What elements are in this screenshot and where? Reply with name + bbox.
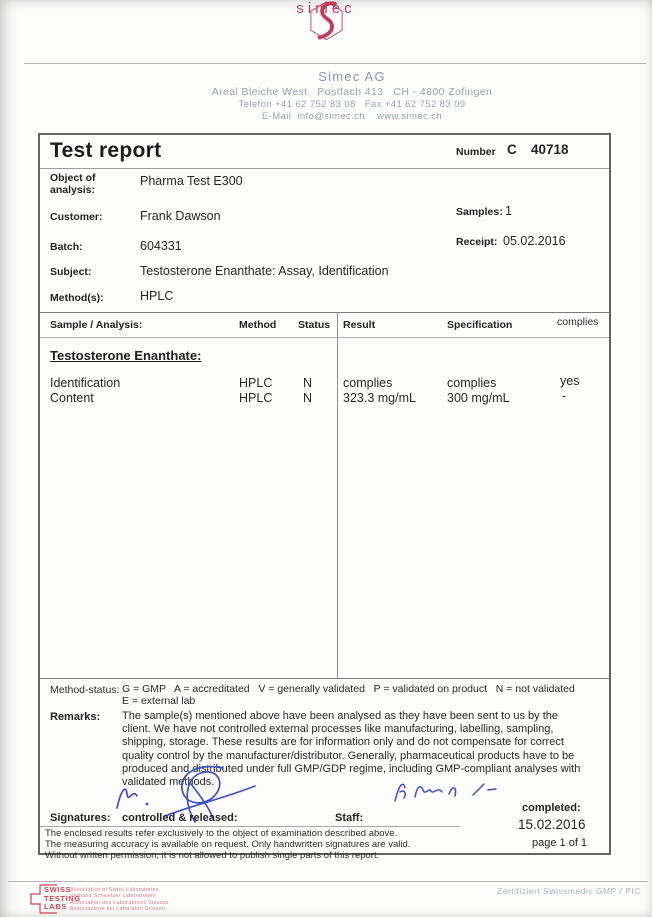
row2-result: 323.3 mg/mL bbox=[343, 391, 416, 405]
row1-status: N bbox=[303, 376, 313, 390]
report-number-label: Number bbox=[456, 146, 496, 158]
labs-word-line1: SWISS bbox=[44, 885, 72, 894]
table-header-underline bbox=[40, 337, 609, 338]
col-header-specification: Specification bbox=[447, 319, 513, 331]
company-phone-fax: Telefon +41 62 752 83 08 Fax +41 62 752 83 09 bbox=[238, 99, 466, 110]
field-value-methods: HPLC bbox=[140, 289, 174, 303]
field-label-samples: Samples: bbox=[456, 206, 503, 218]
row2-specification: 300 mg/mL bbox=[447, 391, 510, 405]
association-line-4: Associazione dei Laboratori Svizzeri bbox=[70, 906, 166, 913]
method-status-label: Method-status: bbox=[50, 684, 120, 696]
company-address: Areal Bleiche West Postfach 413 CH - 4800 Zofingen bbox=[211, 86, 493, 98]
disclaimer-line-1: The enclosed results refer exclusively to the object of examination described above. bbox=[45, 828, 398, 839]
field-value-customer: Frank Dawson bbox=[140, 209, 221, 223]
report-title: Test report bbox=[50, 139, 162, 162]
association-list bbox=[70, 887, 169, 913]
row1-specification: complies bbox=[447, 376, 497, 390]
field-value-samples: 1 bbox=[505, 204, 512, 218]
field-value-object: Pharma Test E300 bbox=[140, 174, 243, 188]
field-label-methods: Method(s): bbox=[50, 292, 104, 304]
col-header-sample: Sample / Analysis: bbox=[50, 319, 143, 331]
method-status-line2: E = external lab bbox=[122, 695, 196, 707]
company-name: Simec AG bbox=[318, 69, 386, 84]
field-label-receipt: Receipt: bbox=[456, 236, 498, 248]
completed-label: completed: bbox=[522, 802, 581, 814]
table-bottom-divider bbox=[40, 678, 609, 679]
disclaimer-line-3: Without written permission, it is not allowed to publish single parts of this report. bbox=[45, 850, 380, 861]
col-header-status: Status bbox=[298, 319, 331, 331]
col-header-complies: complies bbox=[557, 316, 599, 328]
row2-complies: - bbox=[562, 389, 567, 403]
signatures-label: Signatures: bbox=[50, 812, 111, 824]
field-label-subject: Subject: bbox=[50, 266, 92, 278]
row1-method: HPLC bbox=[239, 376, 273, 390]
col-header-result: Result bbox=[343, 319, 376, 331]
letterhead-divider bbox=[24, 63, 646, 64]
remarks-text: The sample(s) mentioned above have been analysed as they have been sent to us by the client. We have not controlled external processes like manufacturing, labelling, sampling, shipping, storage. These results are for information only and do not compensate for correct quality control by the manufacturer/distributor. Generally, pharmaceutical products have to be produced and distributed under full GMP/GDP regime, including GMP-compliant analyses with validated methods. bbox=[122, 710, 581, 789]
field-value-batch: 604331 bbox=[140, 239, 182, 253]
labs-word-line3: LABS bbox=[44, 902, 67, 912]
field-value-subject: Testosterone Enanthate: Assay, Identification bbox=[140, 264, 389, 278]
field-label-customer: Customer: bbox=[50, 211, 103, 223]
col-header-method: Method bbox=[239, 319, 277, 331]
disclaimer-line-2: The measuring accuracy is available on request. Only handwritten signatures are valid. bbox=[45, 839, 411, 850]
report-number-value: 40718 bbox=[531, 142, 569, 157]
field-label-batch: Batch: bbox=[50, 241, 83, 253]
row2-status: N bbox=[303, 391, 313, 405]
row1-complies: yes bbox=[560, 374, 580, 388]
field-label-object: Object of analysis: bbox=[50, 172, 96, 196]
association-line-2: Verband Schweizer Laboratorien bbox=[70, 893, 156, 900]
brand-wordmark: simec bbox=[296, 0, 356, 17]
report-number-series: C bbox=[507, 142, 517, 157]
controlled-released-label: controlled & released: bbox=[122, 812, 238, 824]
completed-date: 15.02.2016 bbox=[518, 817, 586, 832]
certification-note: Zertifiziert Swissmedic GMP / PIC bbox=[497, 886, 641, 896]
table-column-divider bbox=[337, 312, 338, 678]
signature-ink-staff bbox=[385, 775, 500, 807]
row1-analysis: Identification bbox=[50, 376, 121, 390]
staff-label: Staff: bbox=[335, 812, 364, 824]
table-group-title: Testosterone Enanthate: bbox=[50, 348, 202, 363]
fields-table-divider bbox=[40, 312, 609, 313]
row2-method: HPLC bbox=[239, 391, 273, 405]
signatures-underline bbox=[40, 826, 460, 827]
labs-word-line2: TESTING bbox=[44, 893, 81, 903]
title-row-divider bbox=[40, 168, 609, 169]
page-info: page 1 of 1 bbox=[532, 837, 588, 849]
association-line-3: Association des Laboratoires Suisses bbox=[70, 899, 169, 906]
remarks-label: Remarks: bbox=[50, 711, 101, 723]
row1-result: complies bbox=[343, 376, 393, 390]
association-line-1: Association of Swiss Laboratories bbox=[70, 887, 159, 893]
field-value-receipt: 05.02.2016 bbox=[503, 234, 566, 248]
row2-analysis: Content bbox=[50, 391, 94, 405]
footer-divider bbox=[8, 881, 648, 882]
report-frame bbox=[38, 133, 611, 861]
company-email-web: E-Mail info@simec.ch www.simec.ch bbox=[261, 111, 443, 122]
method-status-line1: G = GMP A = accreditated V = generally validated P = validated on product N = not validated bbox=[122, 683, 575, 695]
